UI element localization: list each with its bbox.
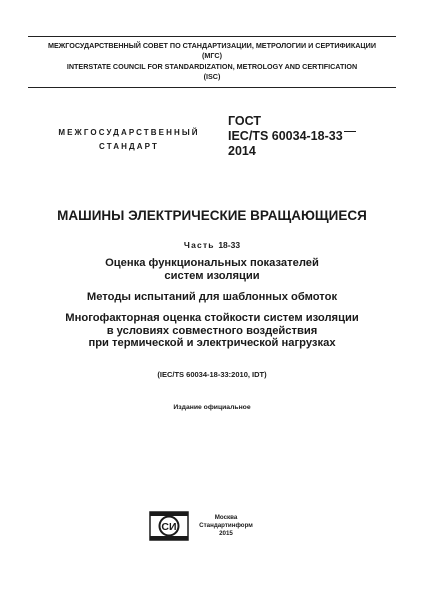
council-name-en: INTERSTATE COUNCIL FOR STANDARDIZATION, METROLOGY AND CERTIFICATION	[66, 61, 358, 71]
council-abbr-ru: (МГС)	[202, 51, 222, 61]
subtitle-1-line1: Оценка функциональных показателей	[105, 257, 319, 269]
international-reference: (IEC/TS 60034-18-33:2010, IDT)	[157, 370, 267, 379]
subtitle-3-line2: в условиях совместного воздействия	[106, 324, 318, 337]
logo-top-band	[150, 512, 188, 516]
publisher-year: 2015	[219, 530, 233, 538]
publisher-name: Стандартинформ	[199, 522, 253, 530]
publisher-block	[196, 514, 256, 539]
standard-type-line1: МЕЖГОСУДАРСТВЕННЫЙ	[58, 128, 200, 137]
part-value: 18-33	[218, 240, 241, 250]
edition-note: Издание официальное	[173, 404, 251, 411]
standard-type	[44, 126, 214, 154]
designation-number: IEC/TS 60034-18-33	[228, 129, 343, 143]
council-abbr-en: (ISC)	[203, 71, 221, 81]
part-label: Часть	[183, 240, 215, 250]
document-title: МАШИНЫ ЭЛЕКТРИЧЕСКИЕ ВРАЩАЮЩИЕСЯ	[57, 208, 367, 223]
subtitle-3-line3: при термической и электрической нагрузках	[88, 337, 336, 350]
subtitle-1-line2: систем изоляции	[164, 269, 260, 282]
logo-mark: СИ	[161, 521, 177, 533]
designation-year: 2014	[228, 144, 256, 158]
standard-type-line2: СТАНДАРТ	[99, 142, 159, 151]
council-header	[28, 36, 396, 88]
standartinform-logo	[149, 511, 189, 541]
subtitle-3-line1: Многофакторная оценка стойкости систем изоляции	[65, 312, 359, 324]
publisher-city: Москва	[214, 514, 238, 521]
subtitle-1	[0, 257, 424, 282]
designation-number-row	[228, 129, 356, 144]
subtitle-3	[0, 312, 424, 350]
council-name-ru: МЕЖГОСУДАРСТВЕННЫЙ СОВЕТ ПО СТАНДАРТИЗАЦИИ, МЕТРОЛОГИИ И СЕРТИФИКАЦИИ	[47, 41, 377, 50]
designation-dash	[344, 131, 356, 132]
designation-prefix: ГОСТ	[228, 114, 261, 128]
logo-bottom-band	[150, 536, 188, 540]
standard-designation	[228, 114, 356, 159]
subtitle-2: Методы испытаний для шаблонных обмоток	[86, 291, 338, 303]
part-number	[0, 239, 424, 251]
